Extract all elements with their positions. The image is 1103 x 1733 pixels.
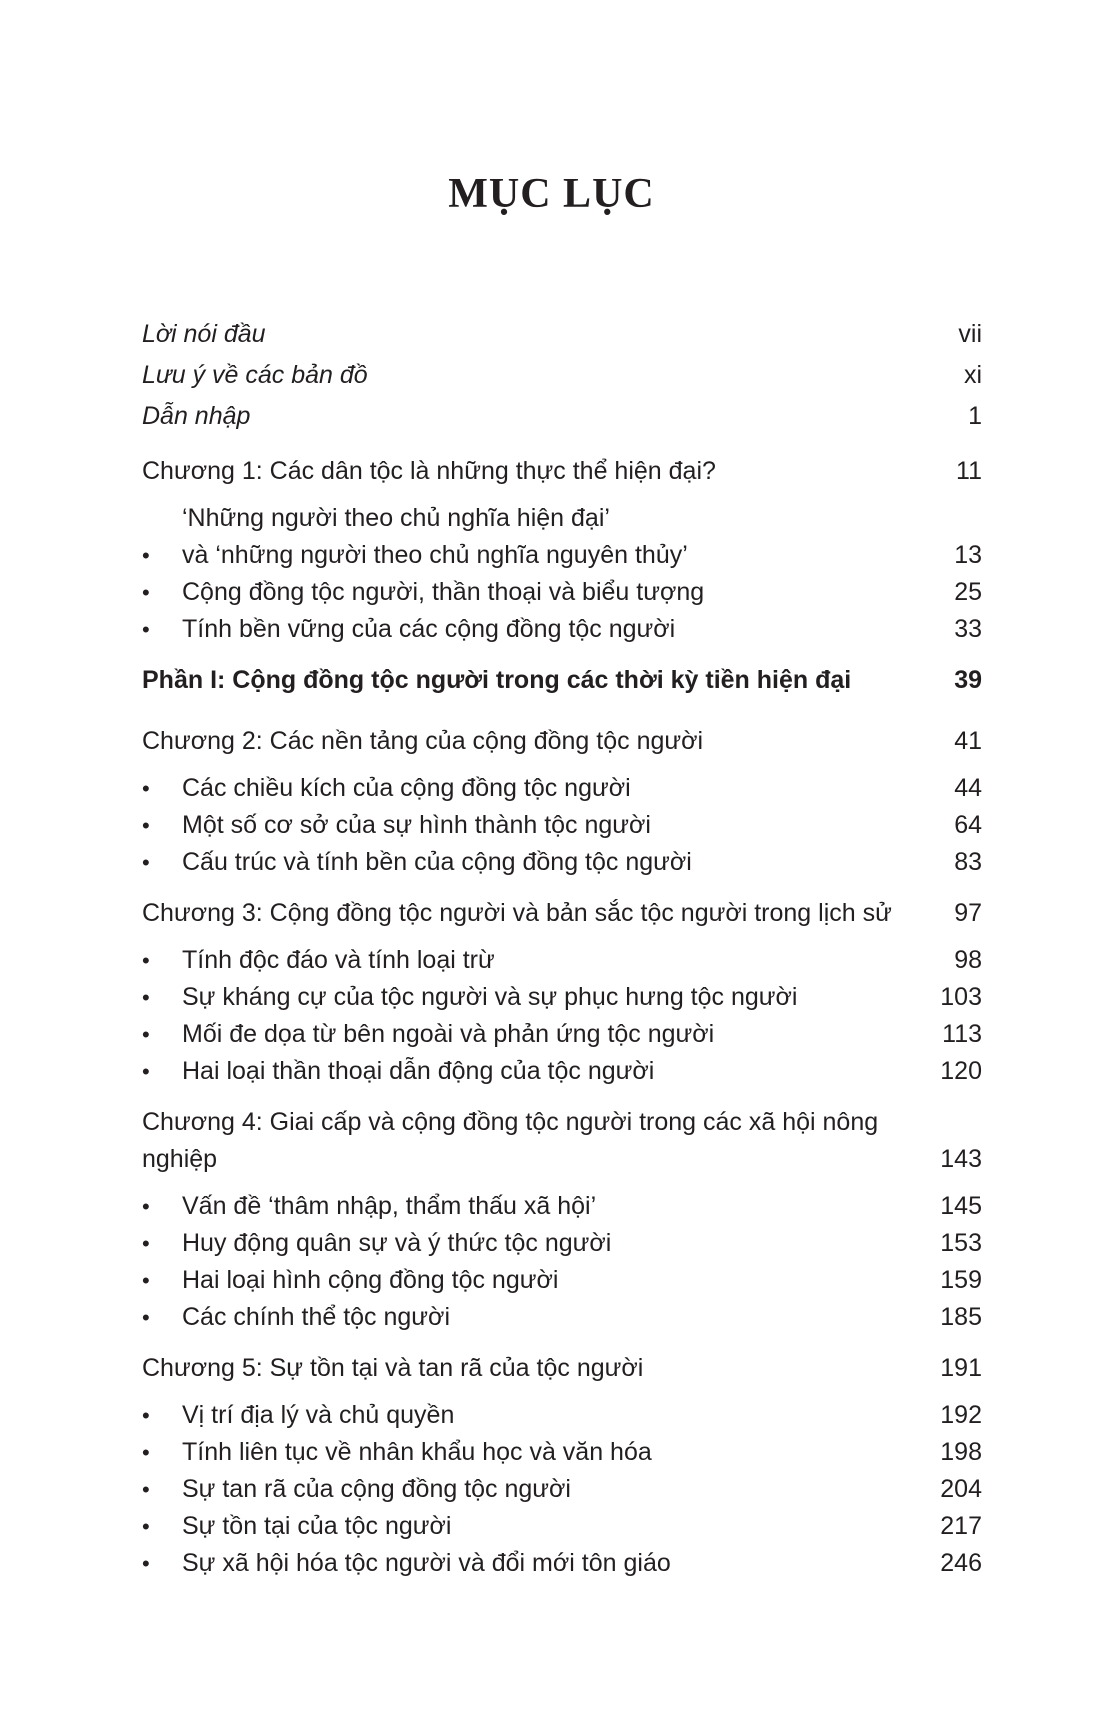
- toc-subsection-label: Hai loại thần thoại dẫn động của tộc người: [182, 1057, 655, 1085]
- toc-subsection-label: Sự tan rã của cộng đồng tộc người: [182, 1475, 571, 1503]
- toc-page-number: 39: [954, 666, 982, 694]
- bullet-icon: •: [142, 776, 150, 801]
- bullet-icon: •: [142, 617, 150, 642]
- toc-subsection-label: Các chính thể tộc người: [182, 1303, 450, 1331]
- toc-page-number: 13: [954, 541, 982, 569]
- toc-subsection[interactable]: [142, 500, 982, 574]
- toc-page-number: 1: [968, 402, 982, 430]
- toc-page-number: 97: [954, 899, 982, 927]
- bullet-icon: •: [142, 1268, 150, 1293]
- toc-chapter-5[interactable]: [142, 1350, 982, 1387]
- toc-page-number: 192: [940, 1401, 982, 1429]
- toc-subsection-label: Sự kháng cự của tộc người và sự phục hưng tộc người: [182, 983, 798, 1011]
- toc-chapter-2[interactable]: [142, 723, 982, 760]
- toc-subsection-label: Huy động quân sự và ý thức tộc người: [182, 1229, 612, 1257]
- toc-subsection[interactable]: [142, 844, 982, 881]
- toc-entry-maps-note[interactable]: [142, 355, 982, 396]
- bullet-icon: •: [142, 1440, 150, 1465]
- toc-page-number: vii: [958, 320, 982, 348]
- toc-entry-label: Lưu ý về các bản đồ: [142, 361, 368, 389]
- toc-page-number: 41: [954, 727, 982, 755]
- bullet-icon: •: [142, 813, 150, 838]
- toc-entry-label: Lời nói đầu: [142, 320, 266, 348]
- toc-page-number: 217: [940, 1512, 982, 1540]
- toc-chapter-1[interactable]: [142, 453, 982, 490]
- toc-page-number: 246: [940, 1549, 982, 1577]
- toc-subsection[interactable]: [142, 770, 982, 807]
- toc-subsection-label: Tính liên tục về nhân khẩu học và văn hóa: [182, 1438, 652, 1466]
- toc-entry-introduction[interactable]: [142, 396, 982, 437]
- toc-page-number: xi: [963, 361, 982, 389]
- toc-subsection[interactable]: [142, 807, 982, 844]
- toc-chapter-label: Chương 1: Các dân tộc là những thực thể hiện đại?: [142, 457, 716, 485]
- toc-page-number: 83: [954, 848, 982, 876]
- toc-subsection[interactable]: [142, 1188, 982, 1225]
- toc-subsection[interactable]: [142, 1053, 982, 1090]
- toc-subsection[interactable]: [142, 1508, 982, 1545]
- toc-page-number: 64: [954, 811, 982, 839]
- toc-entry-preface[interactable]: [142, 314, 982, 355]
- toc-subsection-label: Tính bền vững của các cộng đồng tộc người: [182, 615, 676, 643]
- toc-chapter-label: Chương 5: Sự tồn tại và tan rã của tộc người: [142, 1354, 644, 1382]
- toc-subsection-label: Một số cơ sở của sự hình thành tộc người: [182, 811, 651, 839]
- toc-chapter-label: Chương 4: Giai cấp và cộng đồng tộc người trong các xã hội nông nghiệp: [142, 1108, 879, 1173]
- toc-chapter-3[interactable]: [142, 895, 982, 932]
- toc-subsection-label: Cộng đồng tộc người, thần thoại và biểu tượng: [182, 578, 705, 606]
- bullet-icon: •: [142, 1194, 150, 1219]
- toc-subsection[interactable]: [142, 1397, 982, 1434]
- toc-page-number: 191: [940, 1354, 982, 1382]
- toc-subsection-label: Hai loại hình cộng đồng tộc người: [182, 1266, 559, 1294]
- toc-subsection[interactable]: [142, 979, 982, 1016]
- bullet-icon: •: [142, 850, 150, 875]
- toc-subsection-label-line: ‘Những người theo chủ nghĩa hiện đại’: [182, 504, 610, 532]
- toc-part-1[interactable]: [142, 662, 982, 699]
- toc-chapter-label: Chương 3: Cộng đồng tộc người và bản sắc tộc người trong lịch sử: [142, 899, 892, 927]
- toc-subsection-label: Mối đe dọa từ bên ngoài và phản ứng tộc người: [182, 1020, 715, 1048]
- toc-page-number: 11: [956, 457, 982, 485]
- toc-page-number: 98: [954, 946, 982, 974]
- bullet-icon: •: [142, 1231, 150, 1256]
- toc-subsection[interactable]: [142, 1225, 982, 1262]
- toc-part-label: Phần I: Cộng đồng tộc người trong các thời kỳ tiền hiện đại: [142, 666, 852, 694]
- toc-subsection-label: Tính độc đáo và tính loại trừ: [182, 946, 495, 974]
- toc-page-number: 103: [940, 983, 982, 1011]
- toc-subsection[interactable]: [142, 574, 982, 611]
- toc-entry-label: Dẫn nhập: [142, 402, 251, 430]
- toc-subsection[interactable]: [142, 942, 982, 979]
- toc-page-number: 198: [940, 1438, 982, 1466]
- bullet-icon: •: [142, 1059, 150, 1084]
- toc-subsection[interactable]: [142, 1545, 982, 1582]
- table-of-contents: [142, 314, 982, 1582]
- bullet-icon: •: [142, 985, 150, 1010]
- page-title: MỤC LỤC: [448, 171, 655, 217]
- toc-page-number: 113: [942, 1020, 982, 1048]
- toc-subsection-label: Sự tồn tại của tộc người: [182, 1512, 452, 1540]
- bullet-icon: •: [142, 580, 150, 605]
- toc-subsection-label: Cấu trúc và tính bền của cộng đồng tộc người: [182, 848, 692, 876]
- toc-subsection[interactable]: [142, 1299, 982, 1336]
- toc-page-number: 185: [940, 1303, 982, 1331]
- toc-page-number: 153: [940, 1229, 982, 1257]
- bullet-icon: •: [142, 1022, 150, 1047]
- toc-subsection[interactable]: [142, 1471, 982, 1508]
- toc-chapter-label: Chương 2: Các nền tảng của cộng đồng tộc người: [142, 727, 704, 755]
- toc-subsection[interactable]: [142, 1262, 982, 1299]
- toc-subsection-label-line: và ‘những người theo chủ nghĩa nguyên thủy’: [182, 541, 688, 569]
- bullet-icon: •: [142, 1551, 150, 1576]
- bullet-icon: •: [142, 1514, 150, 1539]
- bullet-icon: •: [142, 948, 150, 973]
- bullet-icon: •: [142, 1477, 150, 1502]
- toc-subsection-label: Vị trí địa lý và chủ quyền: [182, 1401, 455, 1429]
- bullet-icon: •: [142, 543, 150, 568]
- toc-page-number: 159: [940, 1266, 982, 1294]
- toc-subsection[interactable]: [142, 611, 982, 648]
- toc-subsection-label: [182, 500, 938, 574]
- toc-page-number: 25: [954, 578, 982, 606]
- bullet-icon: •: [142, 1403, 150, 1428]
- toc-page-number: 44: [954, 774, 982, 802]
- toc-page-number: 33: [954, 615, 982, 643]
- toc-chapter-4[interactable]: [142, 1104, 982, 1178]
- toc-page-number: 143: [940, 1145, 982, 1173]
- toc-page-number: 204: [940, 1475, 982, 1503]
- bullet-icon: •: [142, 1305, 150, 1330]
- toc-subsection[interactable]: [142, 1434, 982, 1471]
- toc-subsection[interactable]: [142, 1016, 982, 1053]
- toc-page-number: 145: [940, 1192, 982, 1220]
- toc-subsection-label: Các chiều kích của cộng đồng tộc người: [182, 774, 631, 802]
- toc-page-number: 120: [940, 1057, 982, 1085]
- toc-subsection-label: Sự xã hội hóa tộc người và đổi mới tôn giáo: [182, 1549, 671, 1577]
- toc-subsection-label: Vấn đề ‘thâm nhập, thẩm thấu xã hội’: [182, 1192, 597, 1220]
